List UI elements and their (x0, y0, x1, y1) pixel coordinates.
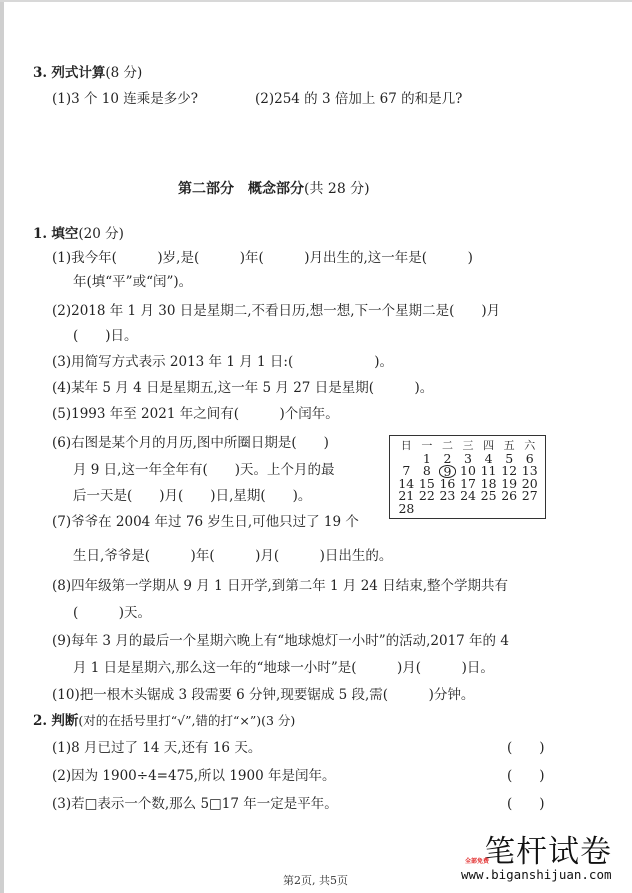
page-top-border (0, 0, 632, 2)
judge-answer-3[interactable]: ( ) (507, 796, 545, 812)
fill-item-2-line2: ( )日。 (73, 328, 138, 344)
calendar-day: 5 (505, 450, 514, 466)
fill-item-7-line2: 生日,爷爷是( )年( )月( )日出生的。 (73, 548, 393, 564)
calendar-day: 14 (398, 475, 415, 491)
calendar-day: 4 (484, 450, 493, 466)
fill-item-9-line2: 月 1 日是星期六,那么这一年的“地球一小时”是( )月( )日。 (73, 660, 494, 676)
weekday-fri: 五 (503, 439, 515, 452)
part2-score: (共 28 分) (304, 181, 370, 197)
calendar-day: 24 (460, 488, 476, 503)
fill-item-1-line1: (1)我今年( )岁,是( )年( )月出生的,这一年是( ) (52, 250, 473, 266)
judge-answer-1[interactable]: ( ) (507, 740, 545, 756)
section3-score: (8 分) (105, 65, 143, 81)
judge-heading (33, 712, 295, 730)
part2-heading (178, 180, 370, 198)
fill-item-3: (3)用简写方式表示 2013 年 1 月 1 日:( )。 (52, 354, 393, 370)
fill-score: (20 分) (78, 226, 124, 242)
calendar-day: 20 (521, 475, 538, 491)
brand-url-link[interactable]: www.biganshijuan.com (461, 867, 612, 882)
calendar-day: 19 (501, 475, 518, 491)
calendar-day: 16 (439, 475, 456, 491)
brand-free-badge: 全部免费 (465, 858, 490, 865)
weekday-sat: 六 (524, 439, 536, 452)
calendar-day: 1 (422, 450, 431, 466)
judge-item-3: (3)若□表示一个数,那么 5□17 年一定是平年。 (52, 796, 338, 812)
judge-answer-2[interactable]: ( ) (507, 768, 545, 784)
fill-item-7-line1: (7)爷爷在 2004 年过 76 岁生日,可他只过了 19 个 (52, 514, 359, 530)
calendar-week-5 (396, 500, 540, 516)
calendar-day: 10 (460, 463, 476, 478)
judge-item-2: (2)因为 1900÷4=475,所以 1900 年是闰年。 (52, 768, 336, 784)
part2-title: 第二部分 概念部分 (178, 181, 304, 197)
calendar-day-circled: 9 (439, 465, 457, 478)
judge-title: 判断 (51, 713, 79, 729)
calendar-day: 12 (501, 463, 518, 478)
calendar-day: 8 (422, 463, 431, 478)
judge-instruction: (对的在括号里打“√”,错的打“×”)(3 分) (78, 713, 296, 728)
calendar-day: 23 (439, 488, 456, 503)
calendar-day: 28 (398, 500, 415, 516)
calendar-day: 21 (398, 488, 415, 503)
calendar-day: 6 (525, 450, 534, 466)
fill-title: 填空 (51, 226, 79, 242)
brand-logo-text: 笔杆试卷 (484, 834, 612, 870)
calendar-day: 11 (480, 463, 497, 478)
page-left-border (0, 0, 4, 893)
judge-item-1: (1)8 月已过了 14 天,还有 16 天。 (52, 740, 262, 756)
page-indicator: 第2页, 共5页 (283, 874, 348, 887)
section3-question-1: (1)3 个 10 连乘是多少? (52, 91, 199, 107)
weekday-wed: 三 (462, 439, 474, 452)
fill-item-10: (10)把一根木头锯成 3 段需要 6 分钟,现要锯成 5 段,需( )分钟。 (52, 687, 475, 703)
calendar-day: 25 (480, 488, 497, 503)
fill-item-8-line2: ( )天。 (73, 605, 152, 621)
calendar-day: 7 (402, 463, 411, 478)
weekday-tue: 二 (441, 439, 453, 452)
weekday-mon: 一 (421, 439, 433, 452)
fill-item-5: (5)1993 年至 2021 年之间有( )个闰年。 (52, 406, 339, 422)
month-calendar (389, 435, 546, 519)
weekday-sun: 日 (400, 439, 412, 452)
fill-number: 1. (33, 226, 48, 242)
fill-item-1-line2: 年(填“平”或“闰”)。 (73, 274, 193, 290)
calendar-day: 17 (460, 475, 476, 491)
calendar-day: 18 (480, 475, 497, 491)
fill-item-2-line1: (2)2018 年 1 月 30 日是星期二,不看日历,想一想,下一个星期二是( )月 (52, 303, 501, 319)
fill-item-4: (4)某年 5 月 4 日是星期五,这一年 5 月 27 日是星期( )。 (52, 380, 434, 396)
calendar-day: 2 (443, 450, 452, 466)
fill-item-8-line1: (8)四年级第一学期从 9 月 1 日开学,到第二年 1 月 24 日结束,整个学期共有 (52, 578, 508, 594)
section3-number: 3. (33, 65, 48, 81)
fill-item-6-line2: 月 9 日,这一年全年有( )天。上个月的最 (73, 462, 335, 478)
fill-item-9-line1: (9)每年 3 月的最后一个星期六晚上有“地球熄灯一小时”的活动,2017 年的 4 (52, 633, 509, 649)
section3-question-2: (2)254 的 3 倍加上 67 的和是几? (255, 91, 463, 107)
calendar-day: 13 (521, 463, 538, 478)
calendar-week-4 (396, 490, 540, 503)
section3-heading (33, 64, 142, 82)
judge-number: 2. (33, 713, 48, 729)
calendar-day: 27 (521, 488, 538, 503)
calendar-day: 26 (501, 488, 518, 503)
calendar-day: 22 (418, 488, 435, 503)
calendar-day: 3 (464, 450, 472, 466)
fill-heading (33, 225, 124, 243)
weekday-thu: 四 (483, 439, 495, 452)
fill-item-6-line3: 后一天是( )月( )日,星期( )。 (73, 488, 312, 504)
section3-title: 列式计算 (51, 65, 106, 81)
fill-item-6-line1: (6)右图是某个月的月历,图中所圈日期是( ) (52, 435, 329, 451)
calendar-day: 15 (418, 475, 435, 491)
